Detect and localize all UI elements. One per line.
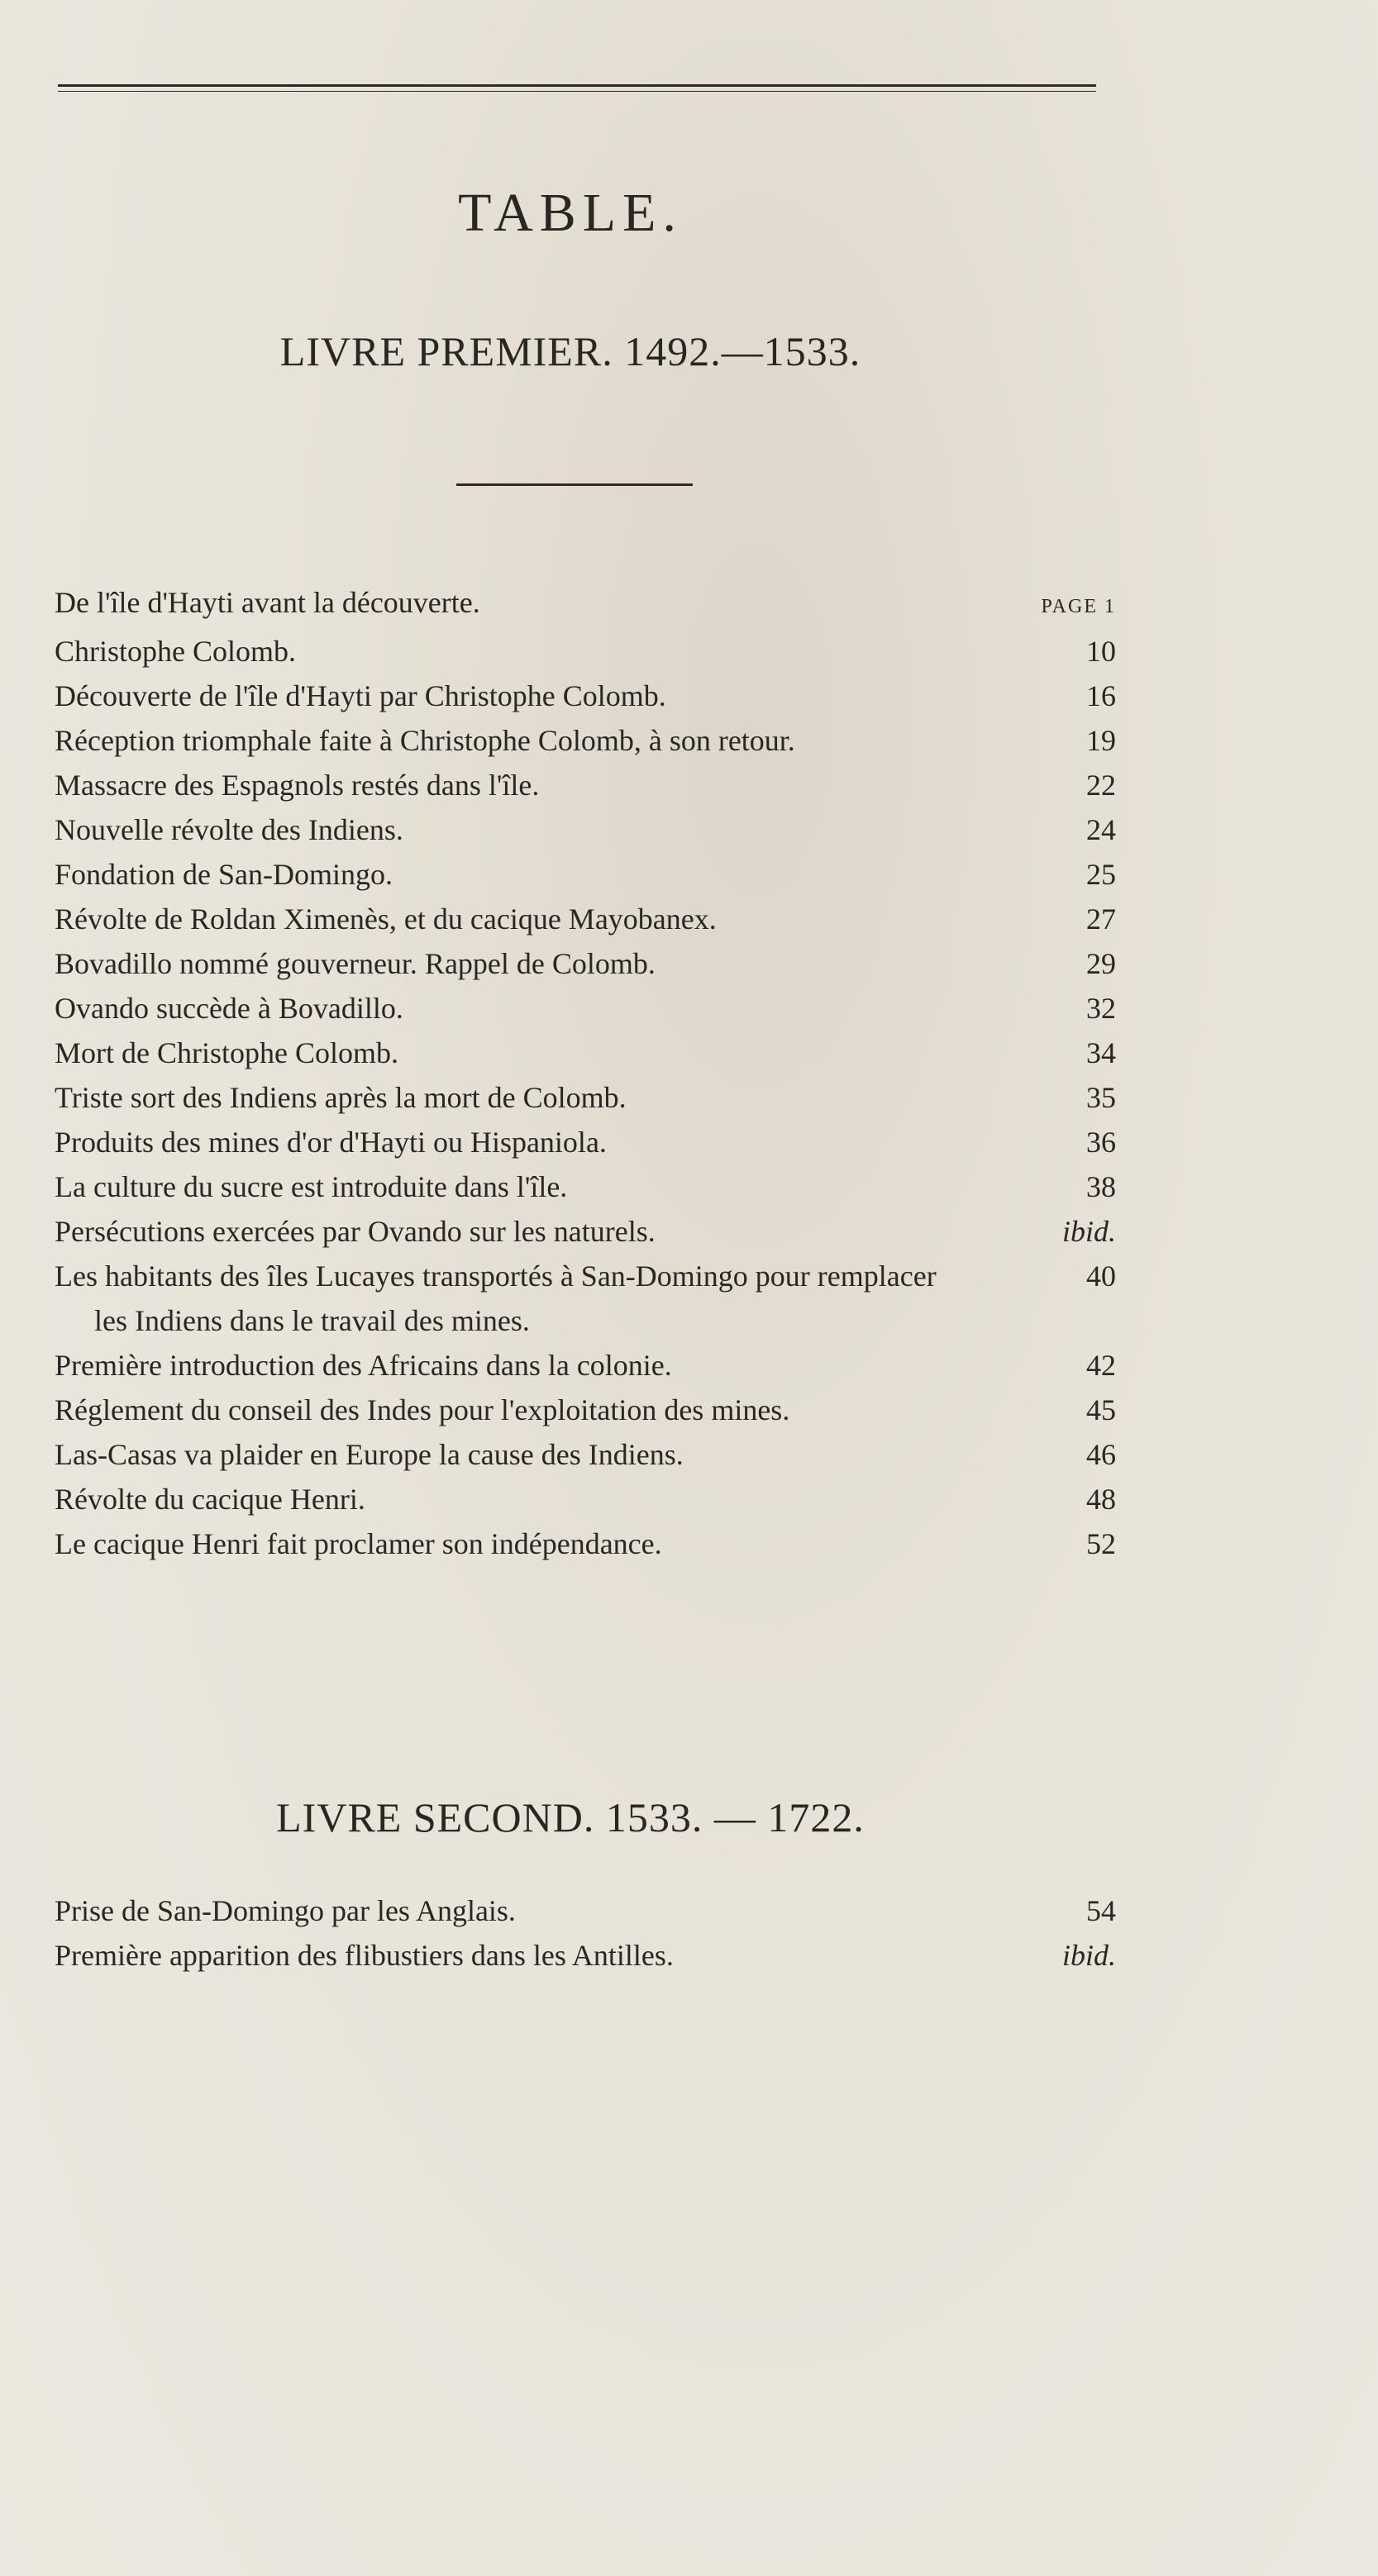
entry-page: PAGE 1 xyxy=(1041,596,1116,617)
entry-title: Christophe Colomb. xyxy=(55,635,297,668)
entry-title: Las-Casas va plaider en Europe la cause des Indiens. xyxy=(55,1438,684,1471)
entry-page: 40 xyxy=(1086,1259,1116,1293)
toc-entry xyxy=(55,1888,1116,1933)
entry-title: Ovando succède à Bovadillo. xyxy=(55,992,403,1025)
entry-page: 35 xyxy=(1086,1081,1116,1114)
entry-title: Triste sort des Indiens après la mort de Colomb. xyxy=(55,1081,627,1114)
entry-title: Nouvelle révolte des Indiens. xyxy=(55,813,403,846)
top-double-rule xyxy=(58,84,1096,92)
toc-entry xyxy=(55,897,1116,941)
entry-title: Fondation de San-Domingo. xyxy=(55,858,393,891)
entry-page: 42 xyxy=(1086,1349,1116,1382)
toc-entry xyxy=(55,852,1116,897)
toc-entry xyxy=(55,1254,1116,1343)
entry-title: Révolte de Roldan Ximenès, et du cacique Mayobanex. xyxy=(55,902,717,936)
toc-entry xyxy=(55,1933,1116,1978)
entry-title: Produits des mines d'or d'Hayti ou Hispaniola. xyxy=(55,1126,607,1159)
entry-title: Première apparition des flibustiers dans les Antilles. xyxy=(55,1939,674,1972)
entry-page: 16 xyxy=(1086,679,1116,712)
entry-title: Réception triomphale faite à Christophe Colomb, à son retour. xyxy=(55,724,795,757)
entry-page: 46 xyxy=(1086,1438,1116,1471)
book-one-heading: LIVRE PREMIER. 1492.—1533. xyxy=(279,328,861,374)
toc-entry xyxy=(55,580,1116,629)
entry-title: Les habitants des îles Lucayes transportés à San-Domingo pour remplacer les Indiens dans le travail des mines. xyxy=(55,1259,937,1337)
entry-page: 36 xyxy=(1086,1126,1116,1159)
toc-entry xyxy=(55,1120,1116,1164)
toc-entry xyxy=(55,1343,1116,1388)
entry-page: 29 xyxy=(1086,947,1116,980)
entry-page: ibid. xyxy=(1061,1215,1116,1248)
entry-page: 10 xyxy=(1086,635,1116,668)
entry-title: Première introduction des Africains dans la colonie. xyxy=(55,1349,672,1382)
toc-entry xyxy=(55,1521,1116,1566)
entry-title: Mort de Christophe Colomb. xyxy=(55,1036,398,1069)
entry-title: Révolte du cacique Henri. xyxy=(55,1483,365,1516)
entry-title: Réglement du conseil des Indes pour l'exploitation des mines. xyxy=(55,1393,790,1426)
entry-page: 19 xyxy=(1086,724,1116,757)
entry-page: 22 xyxy=(1086,769,1116,802)
entry-page: 25 xyxy=(1086,858,1116,891)
entry-title: Persécutions exercées par Ovando sur les naturels. xyxy=(55,1215,656,1248)
entry-page: 24 xyxy=(1086,813,1116,846)
toc-entry xyxy=(55,763,1116,807)
entry-page: 48 xyxy=(1086,1483,1116,1516)
entry-title: Bovadillo nommé gouverneur. Rappel de Colomb. xyxy=(55,947,656,980)
toc-entry xyxy=(55,718,1116,763)
toc-entry xyxy=(55,674,1116,718)
entry-title: Découverte de l'île d'Hayti par Christophe Colomb. xyxy=(55,679,666,712)
toc-entry xyxy=(55,1477,1116,1521)
toc-entry xyxy=(55,986,1116,1031)
toc-entry xyxy=(55,1388,1116,1432)
entry-title: La culture du sucre est introduite dans l'île. xyxy=(55,1170,568,1203)
entry-page: 52 xyxy=(1086,1527,1116,1560)
entry-page: 32 xyxy=(1086,992,1116,1025)
entry-title: Le cacique Henri fait proclamer son indépendance. xyxy=(55,1527,662,1560)
entry-page: 45 xyxy=(1086,1393,1116,1426)
entry-page: 38 xyxy=(1086,1170,1116,1203)
toc-entry xyxy=(55,1164,1116,1209)
book-one-contents xyxy=(55,580,1116,1566)
entry-title: Massacre des Espagnols restés dans l'île. xyxy=(55,769,540,802)
entry-page: 27 xyxy=(1086,902,1116,936)
entry-page: 54 xyxy=(1086,1894,1116,1927)
entry-page: ibid. xyxy=(1061,1939,1116,1972)
toc-entry xyxy=(55,1209,1116,1254)
toc-entry xyxy=(55,941,1116,986)
toc-entry xyxy=(55,1432,1116,1477)
page-title: TABLE. xyxy=(458,183,683,243)
toc-entry xyxy=(55,1075,1116,1120)
toc-entry xyxy=(55,629,1116,674)
heading-divider xyxy=(456,483,693,486)
toc-entry xyxy=(55,807,1116,852)
toc-entry xyxy=(55,1031,1116,1075)
book-two-contents xyxy=(55,1888,1116,1978)
book-two-heading: LIVRE SECOND. 1533. — 1722. xyxy=(276,1794,865,1840)
entry-title: Prise de San-Domingo par les Anglais. xyxy=(55,1894,516,1927)
entry-title: De l'île d'Hayti avant la découverte. xyxy=(55,586,480,619)
entry-page: 34 xyxy=(1086,1036,1116,1069)
